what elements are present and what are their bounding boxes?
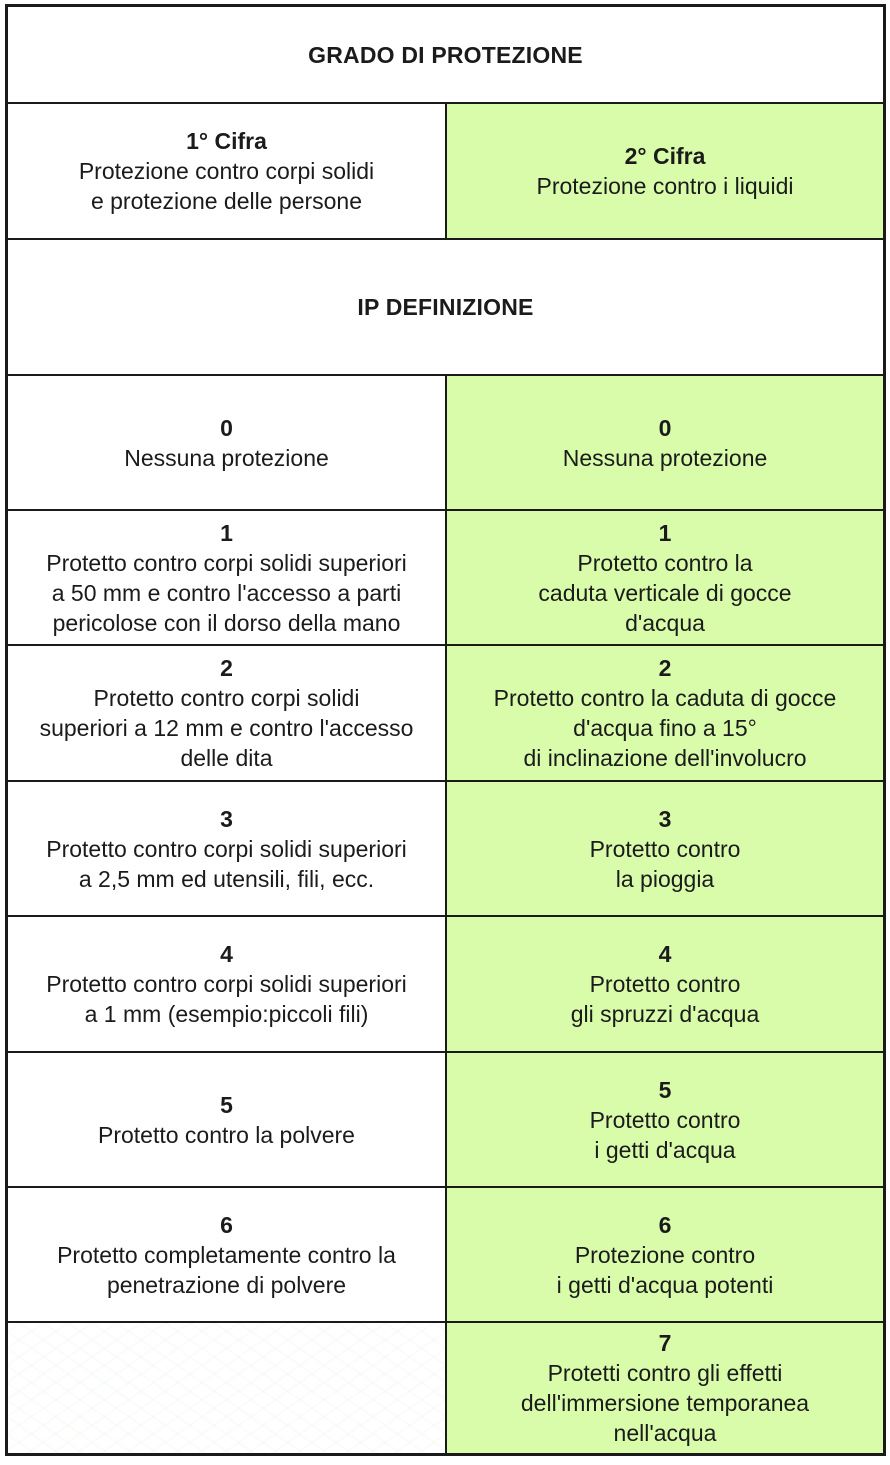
second-digit-cell [447, 782, 883, 915]
digit-description: Protetto contro la polvere [98, 1121, 355, 1148]
second-digit-cell [447, 511, 883, 644]
digit-description: Protetto contro gli spruzzi d'acqua [570, 971, 760, 1027]
digit-description: Protetto contro i getti d'acqua [589, 1106, 741, 1163]
digit-description: Protetto contro corpi solidi superiori a 1 mm (esempio:piccoli fili) [46, 971, 407, 1027]
section-row [8, 240, 883, 376]
second-digit-title: 2° Cifra [624, 143, 706, 169]
digit-value: 3 [220, 805, 233, 832]
digit-description: Protetto contro la caduta di gocce d'acqua fino a 15° di inclinazione dell'involucro [493, 685, 837, 771]
first-digit-cell [8, 1188, 447, 1321]
first-digit-cell [8, 1053, 447, 1186]
digit-description: Nessuna protezione [562, 444, 768, 471]
first-digit-cell [8, 782, 447, 915]
digit-value: 3 [658, 805, 672, 832]
column-heading-row [8, 104, 883, 240]
first-digit-cell [8, 917, 447, 1051]
digit-value: 7 [658, 1330, 672, 1356]
second-digit-cell [447, 1188, 883, 1321]
digit-description: Protetto contro corpi solidi superiori a 50 mm e contro l'accesso a parti pericolose con il dorso della mano [46, 549, 407, 636]
digit-value: 1 [658, 519, 672, 546]
table-title: GRADO DI PROTEZIONE [308, 41, 583, 68]
digit-description: Protezione contro i getti d'acqua potenti [556, 1241, 774, 1298]
digit-description: Protetti contro gli effetti dell'immersione temporanea nell'acqua [520, 1360, 810, 1446]
first-digit-subtitle: Protezione contro corpi solidi e protezione delle persone [78, 158, 375, 214]
first-digit-title: 1° Cifra [186, 128, 267, 154]
table-row [8, 782, 883, 917]
digit-description: Protetto contro la pioggia [589, 835, 741, 892]
digit-value: 5 [658, 1076, 672, 1103]
table-row [8, 917, 883, 1053]
digit-value: 5 [220, 1091, 233, 1118]
header-row [8, 7, 883, 104]
table-row [8, 1323, 883, 1453]
first-digit-cell [8, 511, 447, 644]
digit-value: 2 [658, 655, 672, 681]
table-row [8, 1053, 883, 1188]
second-digit-cell [447, 376, 883, 509]
section-title: IP DEFINIZIONE [357, 294, 534, 320]
table-row [8, 376, 883, 511]
table-row [8, 1188, 883, 1323]
second-digit-subtitle: Protezione contro i liquidi [536, 173, 794, 199]
second-digit-cell [447, 1053, 883, 1186]
digit-value: 2 [220, 655, 233, 681]
digit-description: Protetto contro corpi solidi superiori a 2,5 mm ed utensili, fili, ecc. [46, 835, 407, 892]
digit-description: Protetto contro la caduta verticale di gocce d'acqua [538, 549, 792, 636]
first-digit-heading [8, 104, 447, 238]
digit-value: 6 [220, 1211, 233, 1238]
first-digit-cell [8, 376, 447, 509]
first-digit-cell [8, 646, 447, 780]
digit-value: 6 [658, 1211, 672, 1238]
table-row [8, 646, 883, 782]
digit-description: Nessuna protezione [124, 444, 329, 471]
digit-value: 4 [220, 941, 233, 967]
table-row [8, 511, 883, 646]
digit-value: 4 [658, 941, 672, 967]
first-digit-cell-empty [8, 1323, 447, 1453]
second-digit-cell [447, 1323, 883, 1453]
second-digit-heading [447, 104, 883, 238]
digit-description: Protetto contro corpi solidi superiori a 12 mm e contro l'accesso delle dita [39, 685, 414, 771]
ip-protection-table [5, 4, 886, 1456]
digit-description: Protetto completamente contro la penetrazione di polvere [57, 1241, 396, 1298]
second-digit-cell [447, 646, 883, 780]
digit-value: 0 [220, 414, 233, 441]
digit-value: 1 [220, 519, 233, 546]
second-digit-cell [447, 917, 883, 1051]
digit-value: 0 [658, 414, 672, 441]
